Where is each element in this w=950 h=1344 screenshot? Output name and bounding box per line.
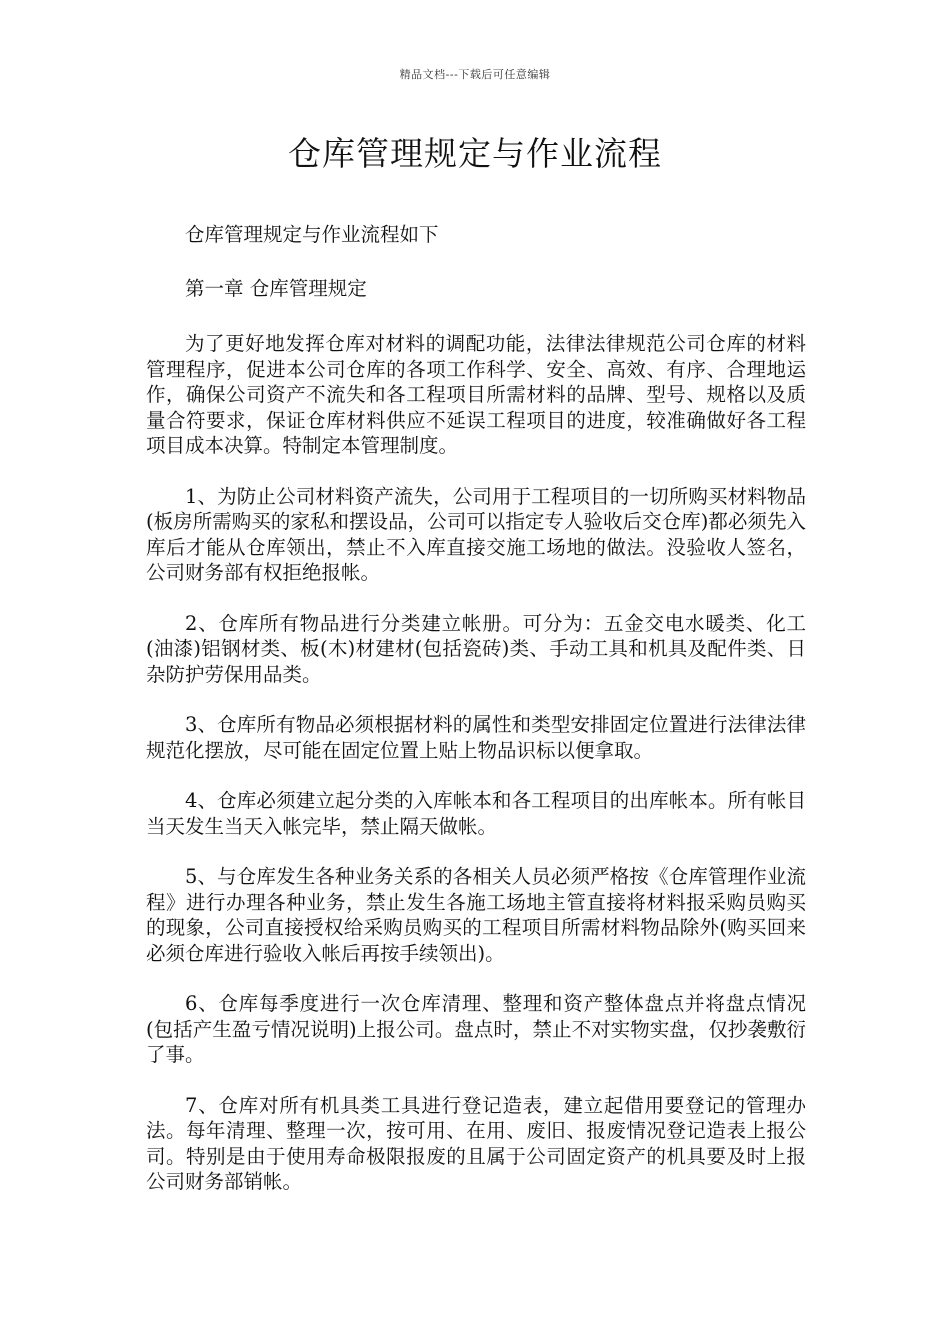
document-title: 仓库管理规定与作业流程 bbox=[288, 134, 662, 173]
header-note: 精品文档---下载后可任意编辑 bbox=[399, 68, 551, 81]
paragraph-preface: 为了更好地发挥仓库对材料的调配功能，法律法律规范公司仓库的材料管理程序，促进本公司仓库的各项工作科学、安全、高效、有序、合理地运作，确保公司资产不流失和各工程项目所需材料的品牌、型号、规格以及质量合符要求，保证仓库材料供应不延误工程项目的进度，较准确做好各工程项目成本决算。特制定本管理制度。 bbox=[146, 332, 806, 457]
chapter-heading: 第一章 仓库管理规定 bbox=[185, 276, 367, 300]
paragraph-rule-2: 2、仓库所有物品进行分类建立帐册。可分为：五金交电水暖类、化工(油漆)铝钢材类、板(木)材建材(包括瓷砖)类、手动工具和机具及配件类、日杂防护劳保用品类。 bbox=[146, 611, 806, 686]
paragraph-rule-5: 5、与仓库发生各种业务关系的各相关人员必须严格按《仓库管理作业流程》进行办理各种业务，禁止发生各施工场地主管直接将材料报采购员购买的现象，公司直接授权给采购员购买的工程项目所需材料物品除外(购买回来必须仓库进行验收入帐后再按手续领出)。 bbox=[146, 865, 806, 965]
paragraph-rule-4: 4、仓库必须建立起分类的入库帐本和各工程项目的出库帐本。所有帐目当天发生当天入帐完毕，禁止隔天做帐。 bbox=[146, 789, 806, 838]
document-body bbox=[146, 222, 806, 1220]
paragraph-rule-6: 6、仓库每季度进行一次仓库清理、整理和资产整体盘点并将盘点情况(包括产生盈亏情况说明)上报公司。盘点时，禁止不对实物实盘，仅抄袭敷衍了事。 bbox=[146, 992, 806, 1066]
intro-line: 仓库管理规定与作业流程如下 bbox=[185, 223, 439, 246]
paragraph-rule-7: 7、仓库对所有机具类工具进行登记造表，建立起借用要登记的管理办法。每年清理、整理一次，按可用、在用、废旧、报废情况登记造表上报公司。特别是由于使用寿命极限报废的且属于公司固定资产的机具要及时上报公司财务部销帐。 bbox=[146, 1093, 806, 1193]
paragraph-rule-1: 1、为防止公司材料资产流失，公司用于工程项目的一切所购买材料物品(板房所需购买的家私和摆设品，公司可以指定专人验收后交仓库)都必须先入库后才能从仓库领出，禁止不入库直接交施工场地的做法。没验收人签名，公司财务部有权拒绝报帐。 bbox=[146, 484, 806, 584]
paragraph-rule-3: 3、仓库所有物品必须根据材料的属性和类型安排固定位置进行法律法律规范化摆放，尽可能在固定位置上贴上物品识标以便拿取。 bbox=[146, 713, 806, 762]
